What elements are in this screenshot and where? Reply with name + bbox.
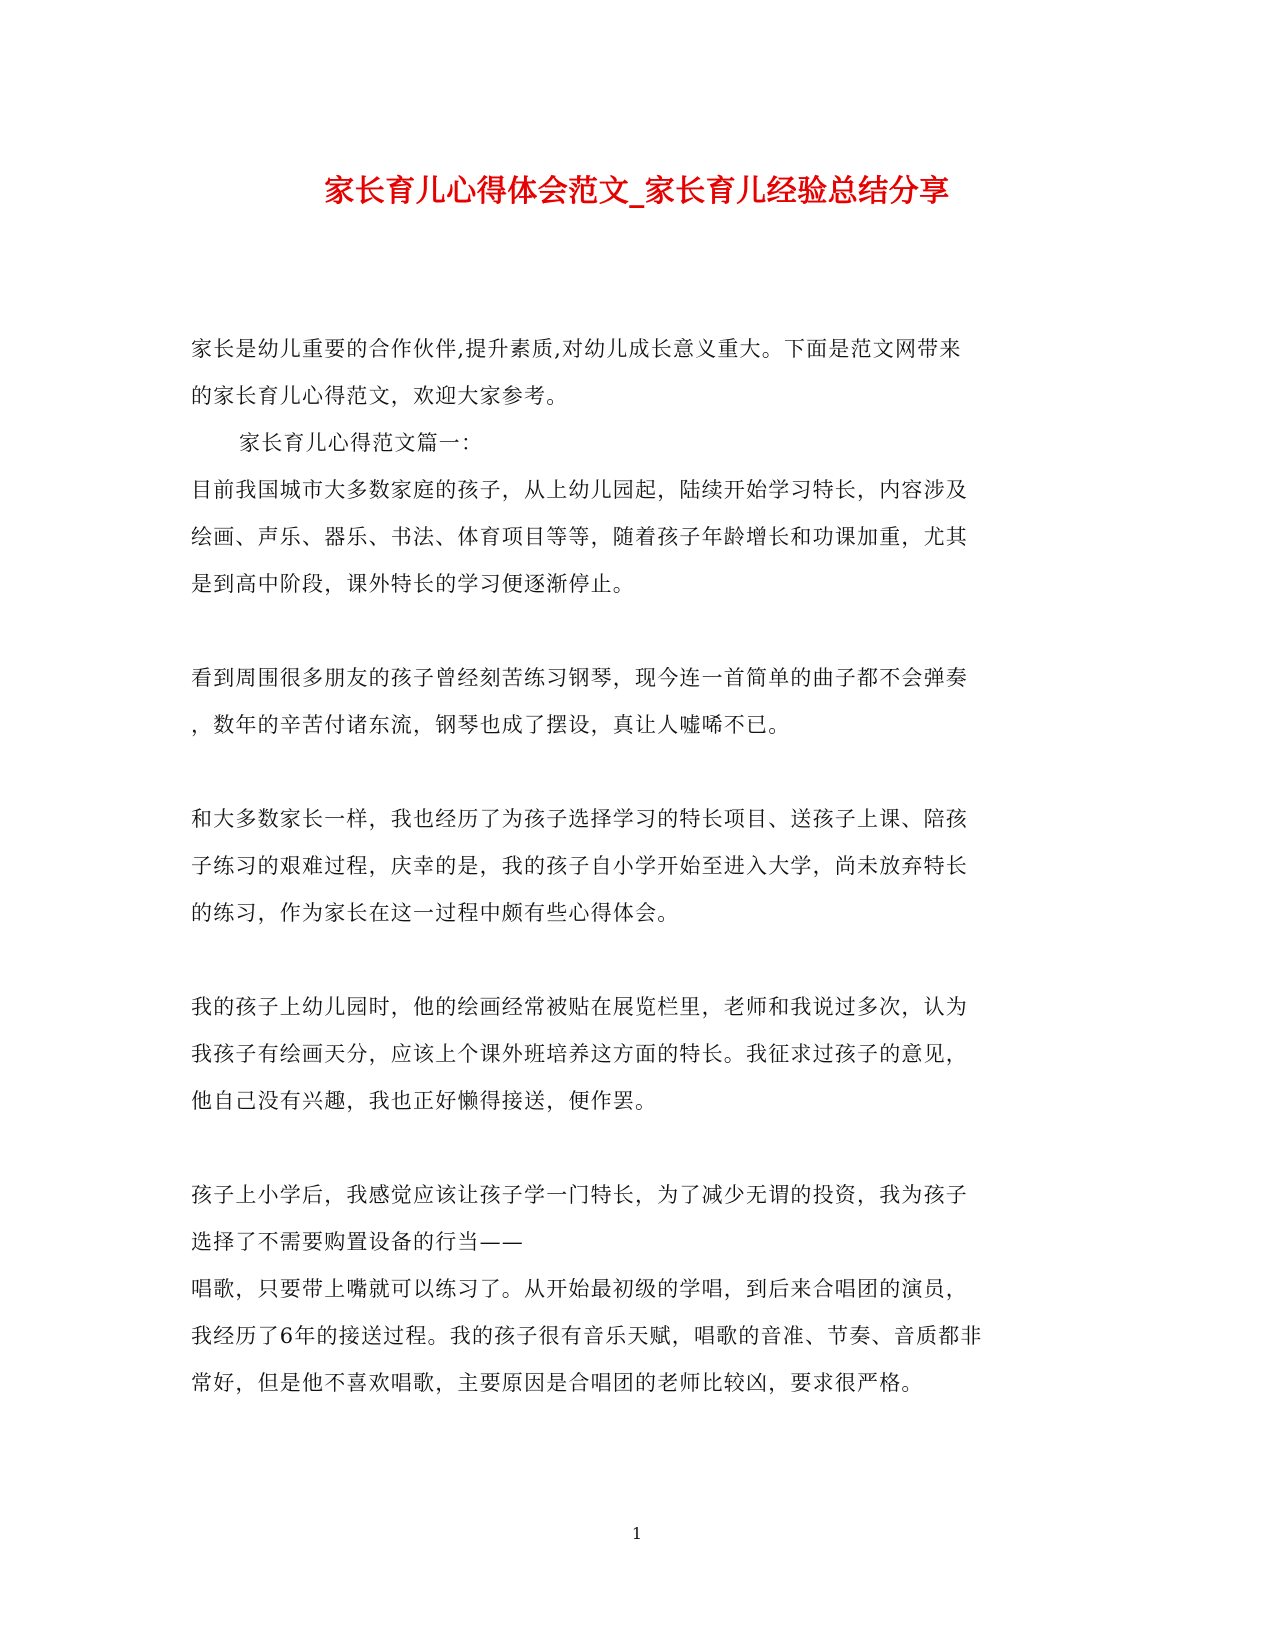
document-title: 家长育儿心得体会范文_家长育儿经验总结分享 xyxy=(324,174,950,209)
paragraph-line: 我的孩子上幼儿园时，他的绘画经常被贴在展览栏里，老师和我说过多次，认为 xyxy=(191,995,968,1019)
paragraph-line: 常好，但是他不喜欢唱歌，主要原因是合唱团的老师比较凶，要求很严格。 xyxy=(191,1371,924,1395)
page-number: 1 xyxy=(631,1524,643,1543)
document-body xyxy=(191,326,1081,1407)
paragraph-line: 选择了不需要购置设备的行当—— xyxy=(191,1230,524,1254)
intro-line: 家长是幼儿重要的合作伙伴,提升素质,对幼儿成长意义重大。下面是范文网带来 xyxy=(191,337,962,361)
paragraph-line: 孩子上小学后，我感觉应该让孩子学一门特长，为了减少无谓的投资，我为孩子 xyxy=(191,1183,968,1207)
paragraph-line: 他自己没有兴趣，我也正好懒得接送，便作罢。 xyxy=(191,1089,658,1113)
paragraph-line: 和大多数家长一样，我也经历了为孩子选择学习的特长项目、送孩子上课、陪孩 xyxy=(191,807,968,831)
paragraph-line: 是到高中阶段，课外特长的学习便逐渐停止。 xyxy=(191,572,635,596)
paragraph-line: 绘画、声乐、器乐、书法、体育项目等等，随着孩子年龄增长和功课加重，尤其 xyxy=(191,525,968,549)
paragraph-line: 子练习的艰难过程，庆幸的是，我的孩子自小学开始至进入大学，尚未放弃特长 xyxy=(191,854,968,878)
paragraph-line: 看到周围很多朋友的孩子曾经刻苦练习钢琴，现今连一首简单的曲子都不会弹奏 xyxy=(191,666,968,690)
section-heading: 家长育儿心得范文篇一： xyxy=(239,431,484,455)
paragraph-line: 我孩子有绘画天分，应该上个课外班培养这方面的特长。我征求过孩子的意见， xyxy=(191,1042,968,1066)
intro-line: 的家长育儿心得范文，欢迎大家参考。 xyxy=(191,384,569,408)
paragraph-line: ，数年的辛苦付诸东流，钢琴也成了摆设，真让人嘘唏不已。 xyxy=(191,713,791,737)
paragraph-line: 的练习，作为家长在这一过程中颇有些心得体会。 xyxy=(191,901,680,925)
paragraph-line: 目前我国城市大多数家庭的孩子，从上幼儿园起，陆续开始学习特长，内容涉及 xyxy=(191,478,968,502)
paragraph-line: 我经历了6年的接送过程。我的孩子很有音乐天赋，唱歌的音准、节奏、音质都非 xyxy=(191,1324,983,1348)
paragraph-line: 唱歌，只要带上嘴就可以练习了。从开始最初级的学唱，到后来合唱团的演员， xyxy=(191,1277,968,1301)
